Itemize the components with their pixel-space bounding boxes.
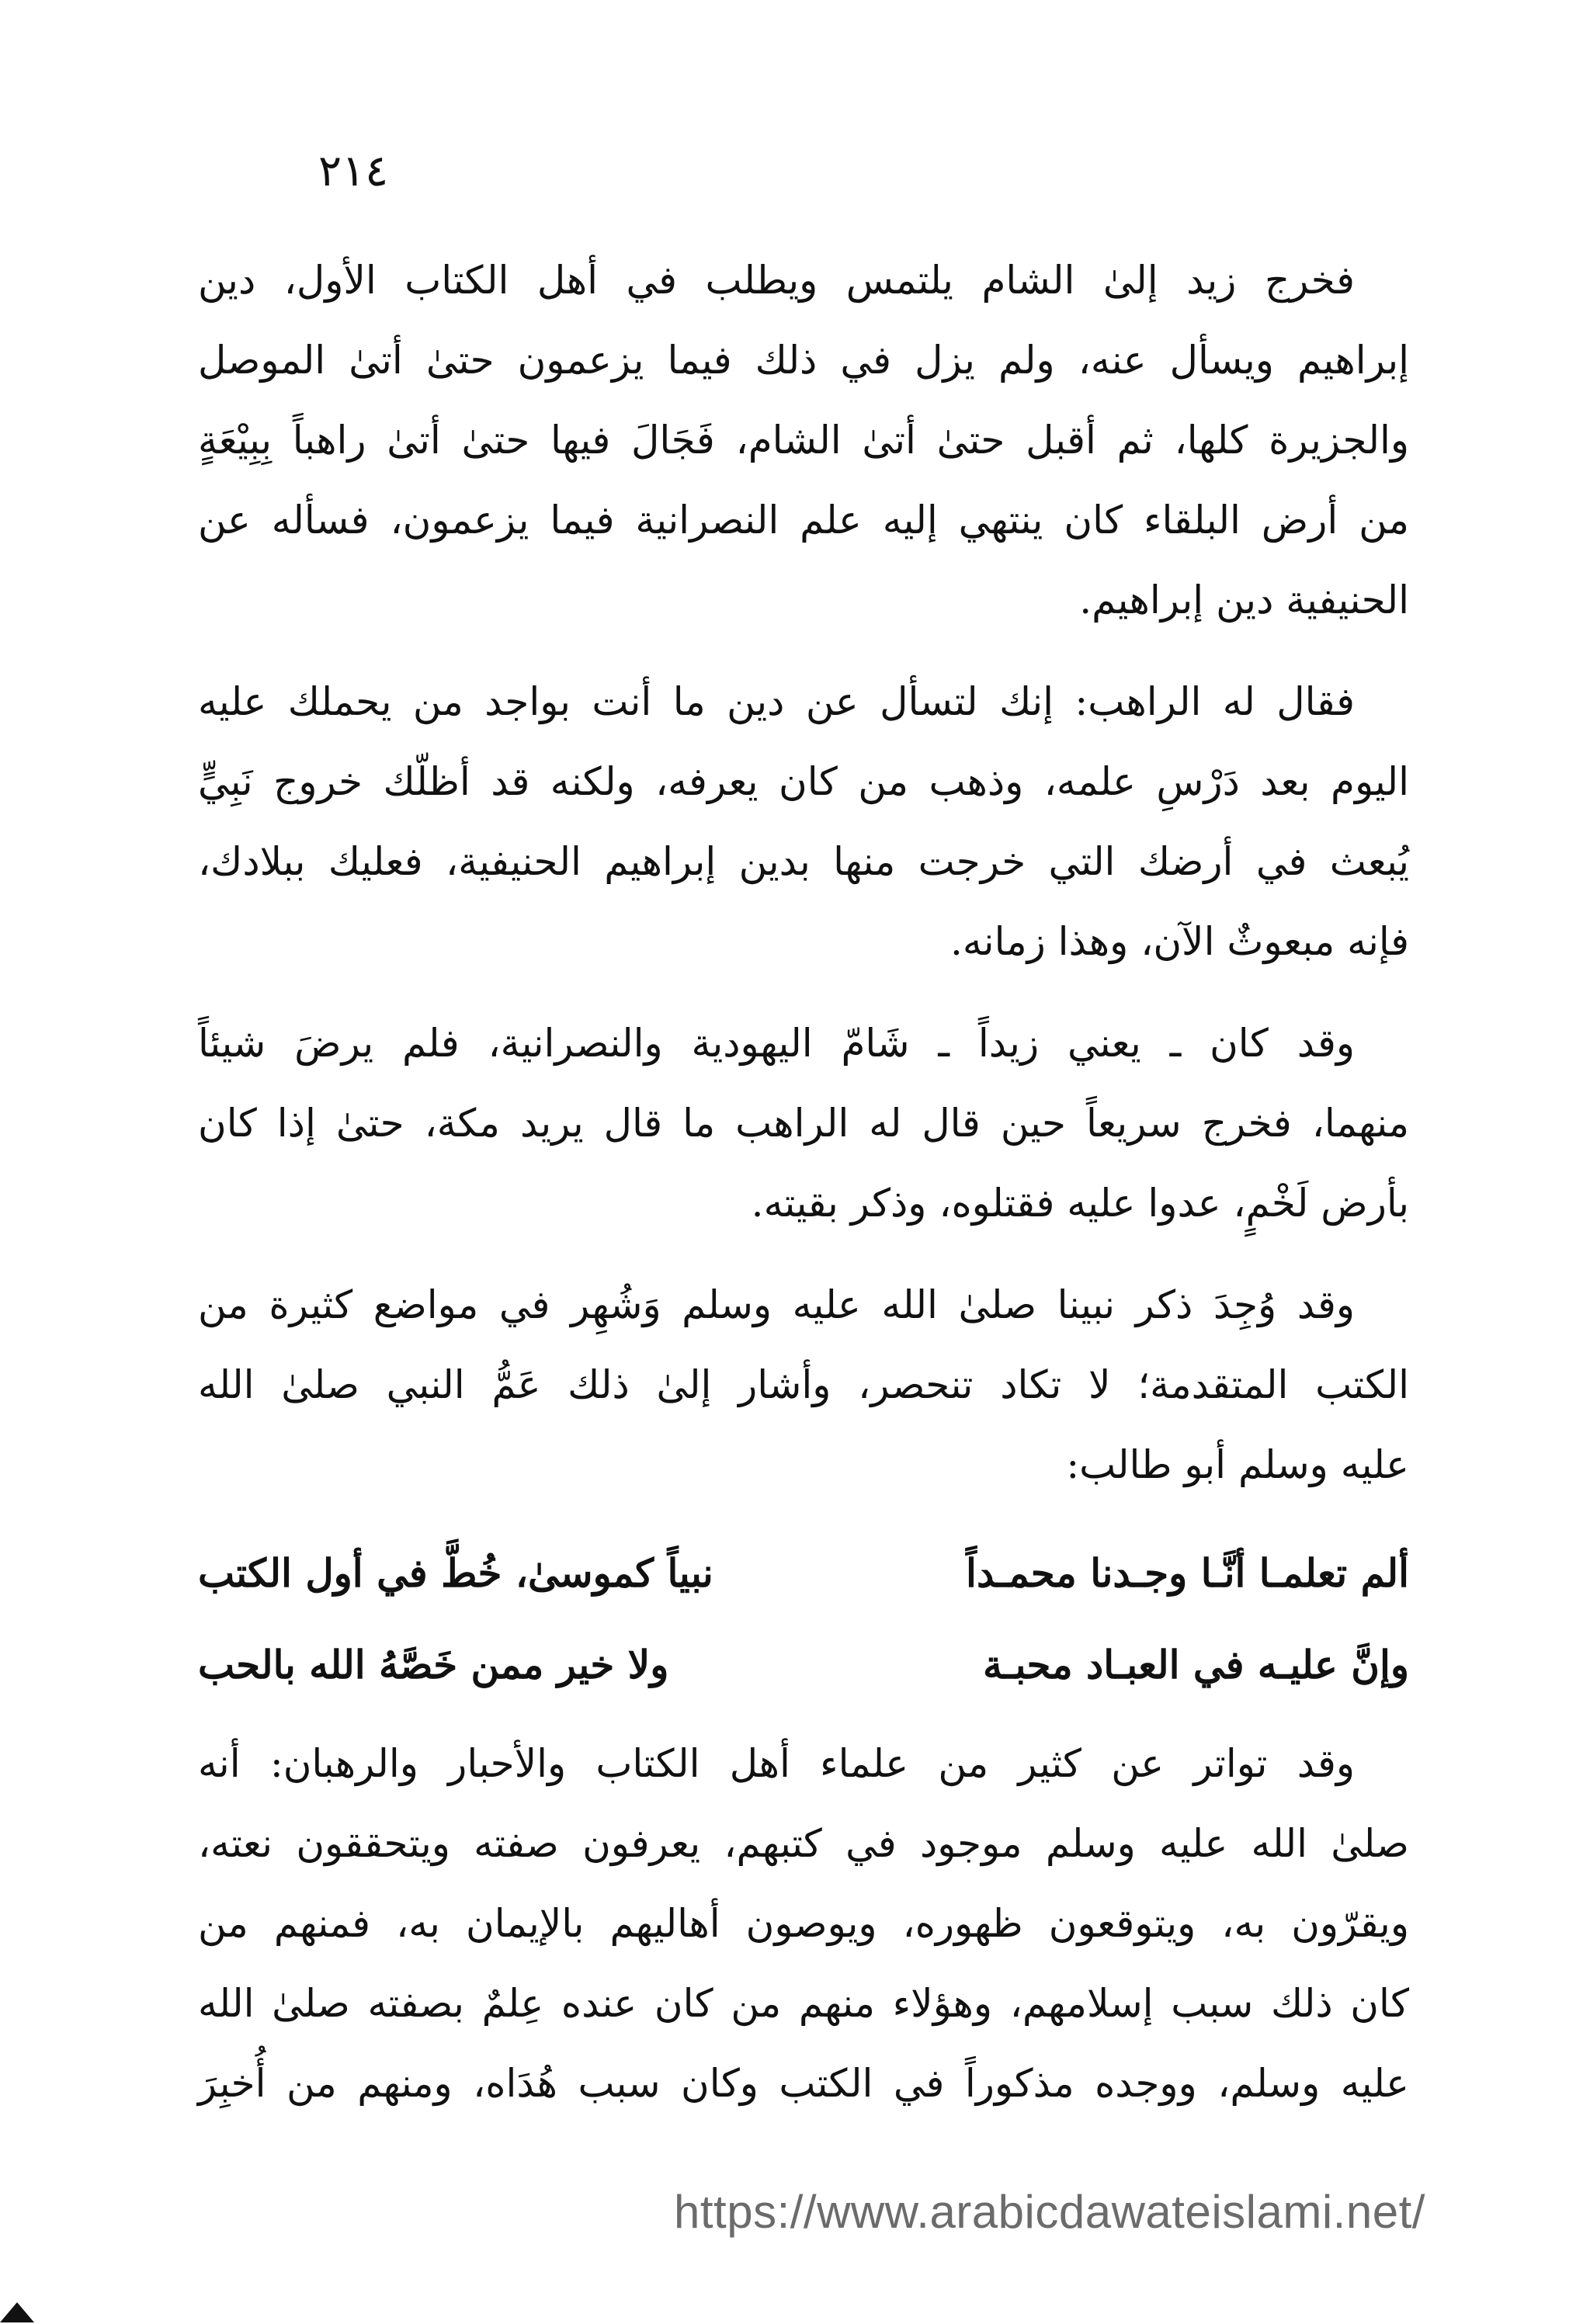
text-line: عليه وسلم، ووجده مذكوراً في الكتب وكان سبب هُدَاه، ومنهم من أُخبِرَ <box>198 2061 1409 2106</box>
text-line: من أرض البلقاء كان ينتهي إليه علم النصرانية فيما يزعمون، فسأله عن <box>198 498 1409 543</box>
text-line: يُبعث في أرضك التي خرجت منها بدين إبراهيم الحنيفية، فعليك ببلادك، <box>198 839 1409 884</box>
page-number: ٢١٤ <box>318 146 389 196</box>
text-line: الكتب المتقدمة؛ لا تكاد تنحصر، وأشار إلىٰ ذلك عَمُّ النبي صلىٰ الله <box>198 1362 1409 1407</box>
text-line: كان ذلك سبب إسلامهم، وهؤلاء منهم من كان عنده عِلمٌ بصفته صلىٰ الله <box>198 1981 1409 2026</box>
text-line: إبراهيم ويسأل عنه، ولم يزل في ذلك فيما يزعمون حتىٰ أتىٰ الموصل <box>198 338 1409 383</box>
text-line: فخرج زيد إلىٰ الشام يلتمس ويطلب في أهل الكتاب الأول، دين <box>198 258 1355 303</box>
text-line: الحنيفية دين إبراهيم. <box>1079 578 1409 623</box>
text-line: وقد وُجِدَ ذكر نبينا صلىٰ الله عليه وسلم وَشُهِر في مواضع كثيرة من <box>198 1282 1355 1327</box>
paragraph-monk-reply <box>198 662 1409 982</box>
text-line: اليوم بعد دَرْسِ علمه، وذهب من كان يعرفه، ولكنه قد أظلّك خروج نَبِيٍّ <box>198 759 1409 804</box>
main-text <box>198 241 1409 2145</box>
verse-second-hemistich: ولا خير ممن خَصَّهُ الله بالحب <box>198 1641 669 1688</box>
text-line: وقد كان ـ يعني زيداً ـ شَامّ اليهودية والنصرانية، فلم يرضَ شيئاً <box>198 1021 1355 1066</box>
watermark-url: https://www.arabicdawateislami.net/ <box>674 2186 1425 2238</box>
text-line: عليه وسلم أبو طالب: <box>1066 1442 1409 1487</box>
corner-arrow-icon <box>0 2302 34 2322</box>
paragraph-prophet-mention <box>198 1265 1409 1505</box>
poem-verse <box>198 1527 1409 1618</box>
text-line: منهما، فخرج سريعاً حين قال له الراهب ما قال يريد مكة، حتىٰ إذا كان <box>198 1101 1409 1146</box>
text-line: والجزيرة كلها، ثم أقبل حتىٰ أتىٰ الشام، فَجَالَ فيها حتىٰ أتىٰ راهباً بِبِيْعَةٍ <box>198 418 1409 463</box>
text-line: ويقرّون به، ويتوقعون ظهوره، ويوصون أهاليهم بالإيمان به، فمنهم من <box>198 1901 1409 1946</box>
text-line: بأرض لَخْمٍ، عدوا عليه فقتلوه، وذكر بقيته. <box>751 1181 1409 1226</box>
verse-first-hemistich: ألم تعلمـا أنَّـا وجـدنا محمـداً <box>966 1549 1409 1596</box>
poem-verse <box>198 1618 1409 1710</box>
paragraph-zayd-journey <box>198 241 1409 640</box>
verse-first-hemistich: وإنَّ عليـه في العبـاد محبـة <box>983 1641 1409 1688</box>
paragraph-zayd-death <box>198 1004 1409 1244</box>
poem-abu-talib <box>198 1527 1409 1710</box>
text-line: فإنه مبعوثٌ الآن، وهذا زمانه. <box>949 919 1409 964</box>
paragraph-scholars-testimony <box>198 1724 1409 2124</box>
text-line: صلىٰ الله عليه وسلم موجود في كتبهم، يعرفون صفته ويتحققون نعته، <box>198 1821 1409 1866</box>
text-line: وقد تواتر عن كثير من علماء أهل الكتاب والأحبار والرهبان: أنه <box>198 1741 1355 1786</box>
verse-second-hemistich: نبياً كموسىٰ، خُطَّ في أول الكتب <box>198 1549 713 1596</box>
text-line: فقال له الراهب: إنك لتسأل عن دين ما أنت بواجد من يحملك عليه <box>198 679 1355 724</box>
